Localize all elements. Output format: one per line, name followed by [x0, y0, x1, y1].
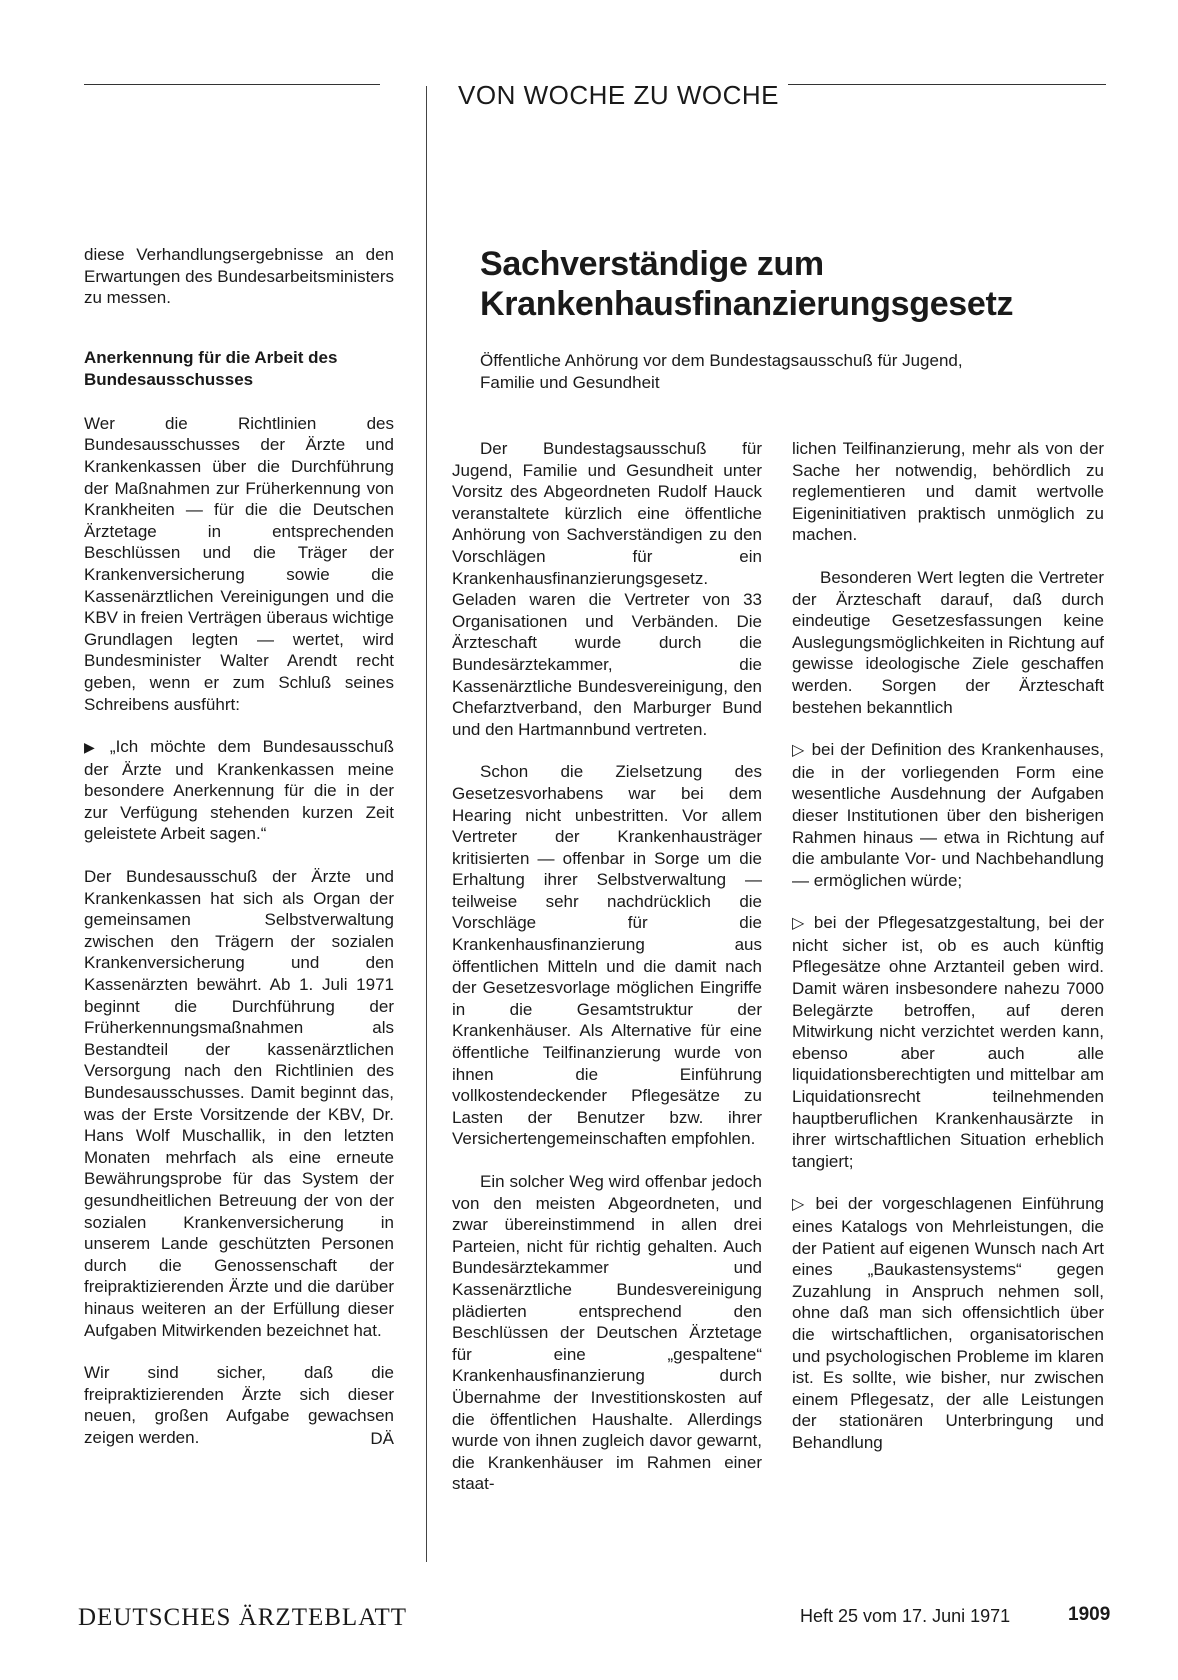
right-para-1: lichen Teilfinanzierung, mehr als von der Sache her notwendig, behördlich zu reglementieren und damit wertvolle Eigeninitiativen praktisch unmöglich zu machen. [792, 439, 1104, 545]
left-quote: ▶ „Ich möchte dem Bundesausschuß der Ärzte und Krankenkassen meine besondere Anerkennung für die in der zur Verfügung stehenden kurzen Zeit geleistete Arbeit sagen.“ [84, 737, 394, 844]
right-para-2: Besonderen Wert legten die Vertreter der Ärzteschaft darauf, daß durch eindeutige Gesetzesfassungen keine Auslegungsmöglichkeiten in Richtung auf gewisse ideologische Ziele geschaffen werden. Sorgen der Ärzteschaft bestehen bekanntlich [792, 567, 1104, 717]
article-title [480, 244, 1080, 324]
top-rule-right [788, 84, 1106, 85]
mid-para-1: Der Bundestagsausschuß für Jugend, Familie und Gesundheit unter Vorsitz des Abgeordneten Rudolf Hauck veranstaltete kürzlich eine öffentliche Anhörung von Sachverständigen zu den Vorschlägen für ein Krankenhausfinanzierungsgesetz. Geladen waren die Vertreter von 33 Organisationen und Verbänden. Die Ärzteschaft wurde durch die Bundesärztekammer, die Kassenärztliche Bundesvereinigung, den Chefarztverband, den Marburger Bund und den Hartmannbund vertreten. [452, 439, 762, 739]
left-para-2: Der Bundesausschuß der Ärzte und Krankenkassen hat sich als Organ der gemeinsamen Selbstverwaltung zwischen den Trägern der sozialen Krankenversicherung und den Kassenärzten bewährt. Ab 1. Juli 1971 beginnt die Durchführung der Früherkennungsmaßnahmen als Bestandteil der kassenärztlichen Versorgung nach den Richtlinien des Bundesausschusses. Damit beginnt das, was der Erste Vorsitzende der KBV, Dr. Hans Wolf Muschallik, in den letzten Monaten mehrfach als eine erneute Bewährungsprobe für das System der gesundheitlichen Betreuung der von der sozialen Krankenversicherung in unserem Lande geschützten Personen durch die Genossenschaft der freipraktizierenden Ärzte und die darüber hinaus weiteren an der Erfüllung dieser Aufgaben Mitwirkenden bezeichnet hat. [84, 867, 394, 1340]
issue-info: Heft 25 vom 17. Juni 1971 [800, 1606, 1011, 1626]
section-header: VON WOCHE ZU WOCHE [458, 80, 779, 110]
left-para-1: Wer die Richtlinien des Bundesausschusses der Ärzte und Krankenkassen über die Durchführung der Maßnahmen zur Früherkennung von Krankheiten — für die die Deutschen Ärztetage in entsprechenden Beschlüssen und die Träger der Krankenversicherung sowie die Kassenärztlichen Vereinigungen und die KBV in freien Verträgen überaus wichtige Grundlagen legten — wertet, wird Bundesminister Walter Arendt recht geben, wenn er zum Schluß seines Schreibens ausführt: [84, 413, 394, 714]
mid-para-2: Schon die Zielsetzung des Gesetzesvorhabens war bei dem Hearing nicht unbestritten. Vor allem Vertreter der Krankenhausträger kritisierten — offenbar in Sorge um die Erhaltung ihrer Selbstverwaltung — teilweise sehr nachdrücklich die Vorschläge für die Krankenhausfinanzierung aus öffentlichen Mitteln und die damit nach der Gesetzesvorlage möglichen Eingriffe in die Gesamtstruktur der Krankenhäuser. Als Alternative für eine öffentliche Teilfinanzierung wurde von ihnen die Einführung vollkostendeckender Pflegesätze zu Lasten der Benutzer bzw. ihrer Versichertengemeinschaften empfohlen. [452, 762, 762, 1149]
triangle-bullet-icon: ▷ [792, 915, 808, 933]
left-para-3: Wir sind sicher, daß die freipraktizierenden Ärzte sich dieser neuen, großen Aufgabe gewachsen zeigen werden. [84, 1363, 394, 1447]
title-line-2: Krankenhausfinanzierungsgesetz [480, 285, 1014, 323]
triangle-bullet-icon: ▷ [792, 742, 806, 760]
article-lead: Öffentliche Anhörung vor dem Bundestagsausschuß für Jugend, Familie und Gesundheit [480, 351, 963, 392]
arrow-bullet-icon: ▶ [84, 739, 102, 756]
mid-para-3: Ein solcher Weg wird offenbar jedoch von den meisten Abgeordneten, und zwar übereinstimmend in allen drei Parteien, nicht für richtig gehalten. Auch Bundesärztekammer und Kassenärztliche Bundesvereinigung plädierten entsprechend den Beschlüssen der Deutschen Ärztetage für eine „gespaltene“ Krankenhausfinanzierung durch Übernahme der Investitionskosten auf die öffentlichen Haushalte. Allerdings wurde von ihnen zugleich davor gewarnt, die Krankenhäuser im Rahmen einer staat- [452, 1172, 762, 1494]
right-bullet-1: ▷ bei der Definition des Krankenhauses, die in der vorliegenden Form eine wesentliche Ausdehnung der Aufgaben dieser Institutionen über den bisherigen Rahmen hinaus — etwa in Richtung auf die ambulante Vor- und Nachbehandlung — ermöglichen würde; [792, 740, 1104, 890]
left-subhead: Anerkennung für die Arbeit des Bundesausschusses [84, 347, 338, 389]
triangle-bullet-icon: ▷ [792, 1196, 810, 1214]
right-bullet-2: ▷ bei der Pflegesatzgestaltung, bei der nicht sicher ist, ob es auch künftig Pflegesätze ohne Arztanteil geben wird. Damit wären insbesondere nahezu 7000 Belegärzte betroffen, auf deren Mitwirkung nicht verzichtet werden kann, ebenso aber auch alle liquidationsberechtigten und mittelbar am Liquidationsrecht teilnehmenden hauptberuflichen Krankenhausärzte in ihrer wirtschaftlichen Situation erheblich tangiert; [792, 913, 1104, 1171]
right-bullet-3: ▷ bei der vorgeschlagenen Einführung eines Katalogs von Mehrleistungen, die der Patient auf eigenen Wunsch nach Art eines „Baukastensystems“ gegen Zuzahlung in Anspruch nehmen soll, ohne daß man sich offensichtlich über die wirtschaftlichen, organisatorischen und psychologischen Probleme im klaren ist. Es sollte, wie bisher, nur zwischen einem Pflegesatz, der alle Leistungen der stationären Unterbringung und Behandlung [792, 1194, 1105, 1452]
left-intro: diese Verhandlungsergebnisse an den Erwartungen des Bundesarbeitsministers zu messen. [84, 245, 394, 308]
column-divider [426, 86, 427, 1562]
top-rule-left [84, 84, 380, 85]
publication-name: DEUTSCHES ÄRZTEBLATT [78, 1604, 408, 1631]
page-number: 1909 [1068, 1604, 1111, 1625]
middle-column [452, 438, 762, 1516]
right-column [792, 438, 1104, 1475]
left-column [84, 244, 394, 1449]
title-line-1: Sachverständige zum [480, 245, 824, 283]
signature: DÄ [370, 1428, 394, 1448]
